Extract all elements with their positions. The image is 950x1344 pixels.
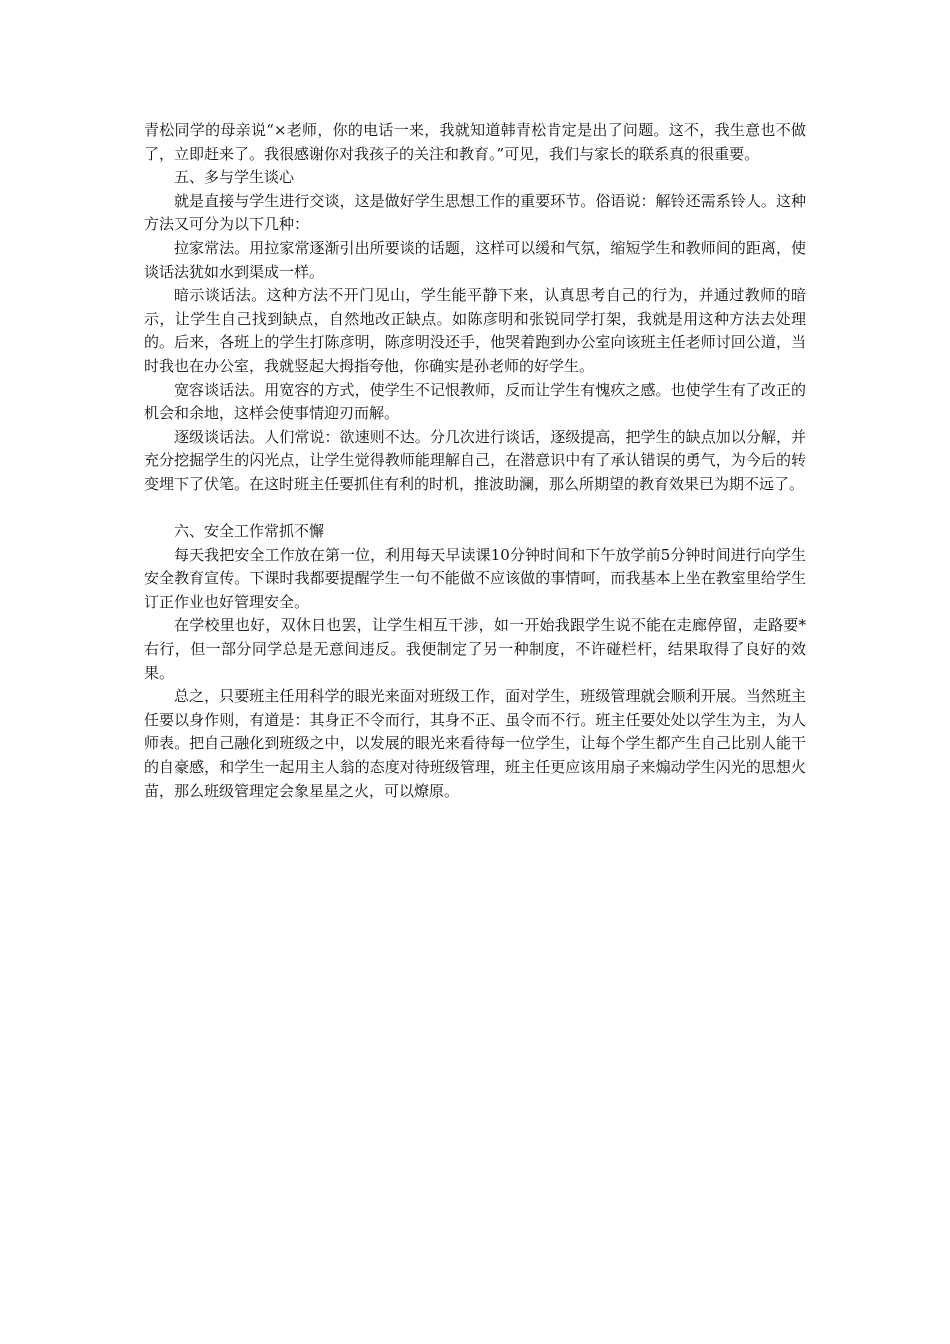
paragraph-hint-method: 暗示谈话法。这种方法不开门见山，学生能平静下来，认真思考自己的行为，并通过教师的暗示，让学生自己找到缺点，自然地改正缺点。如陈彦明和张锐同学打架，我就是用这种方法去处理的。后来，各班上的学生打陈彦明，陈彦明没还手，他哭着跑到办公室向该班主任老师讨回公道，当时我也在办公室，我就竖起大拇指夸他，你确实是孙老师的好学生。 [144,286,806,375]
paragraph-safety-rules: 在学校里也好，双休日也罢，让学生相互干涉，如一开始我跟学生说不能在走廊停留，走路要*右行，但一部分同学总是无意间违反。我便制定了另一种制度，不许碰栏杆，结果取得了良好的效果。 [144,616,806,682]
paragraph-conclusion: 总之，只要班主任用科学的眼光来面对班级工作，面对学生，班级管理就会顺利开展。当然班主任要以身作则，有道是：其身正不令而行，其身不正、虽令而不行。班主任要处处以学生为主，为人师表。把自己融化到班级之中，以发展的眼光来看待每一位学生，让每个学生都产生自己比别人能干的自豪感，和学生一起用主人翁的态度对待班级管理，班主任更应该用扇子来煽动学生闪光的思想火苗，那么班级管理定会象星星之火，可以燎原。 [144,687,806,800]
paragraph-chat-method: 拉家常法。用拉家常逐渐引出所要谈的话题，这样可以缓和气氛，缩短学生和教师间的距离，使谈话法犹如水到渠成一样。 [144,238,806,281]
paragraph-stepwise-method: 逐级谈话法。人们常说：欲速则不达。分几次进行谈话，逐级提高，把学生的缺点加以分解，并充分挖掘学生的闪光点，让学生觉得教师能理解自己，在潜意识中有了承认错误的勇气，为今后的转变埋下了伏笔。在这时班主任要抓住有利的时机，推波助澜，那么所期望的教育效果已为期不远了。 [144,427,806,493]
blank-line [144,497,806,521]
paragraph-tolerance-method: 宽容谈话法。用宽容的方式，使学生不记恨教师，反而让学生有愧疚之感。也使学生有了改正的机会和余地，这样会使事情迎刃而解。 [144,380,806,423]
document-page [144,119,806,803]
section-heading-safety: 六、安全工作常抓不懈 [174,522,325,541]
paragraph-safety-daily: 每天我把安全工作放在第一位，利用每天早读课10分钟时间和下午放学前5分钟时间进行向学生安全教育宣传。下课时我都要提醒学生一句不能做不应该做的事情呵，而我基本上坐在教室里给学生订正作业也好管理安全。 [144,545,806,611]
paragraph-parent-contact: 青松同学的母亲说“×老师，你的电话一来，我就知道韩青松肯定是出了问题。这不，我生意也不做了，立即赶来了。我很感谢你对我孩子的关注和教育。”可见，我们与家长的联系真的很重要。 [144,121,806,163]
section-heading-talk-with-students: 五、多与学生谈心 [174,168,295,187]
paragraph-talk-intro: 就是直接与学生进行交谈，这是做好学生思想工作的重要环节。俗语说：解铃还需系铃人。这种方法又可分为以下几种： [144,191,806,234]
